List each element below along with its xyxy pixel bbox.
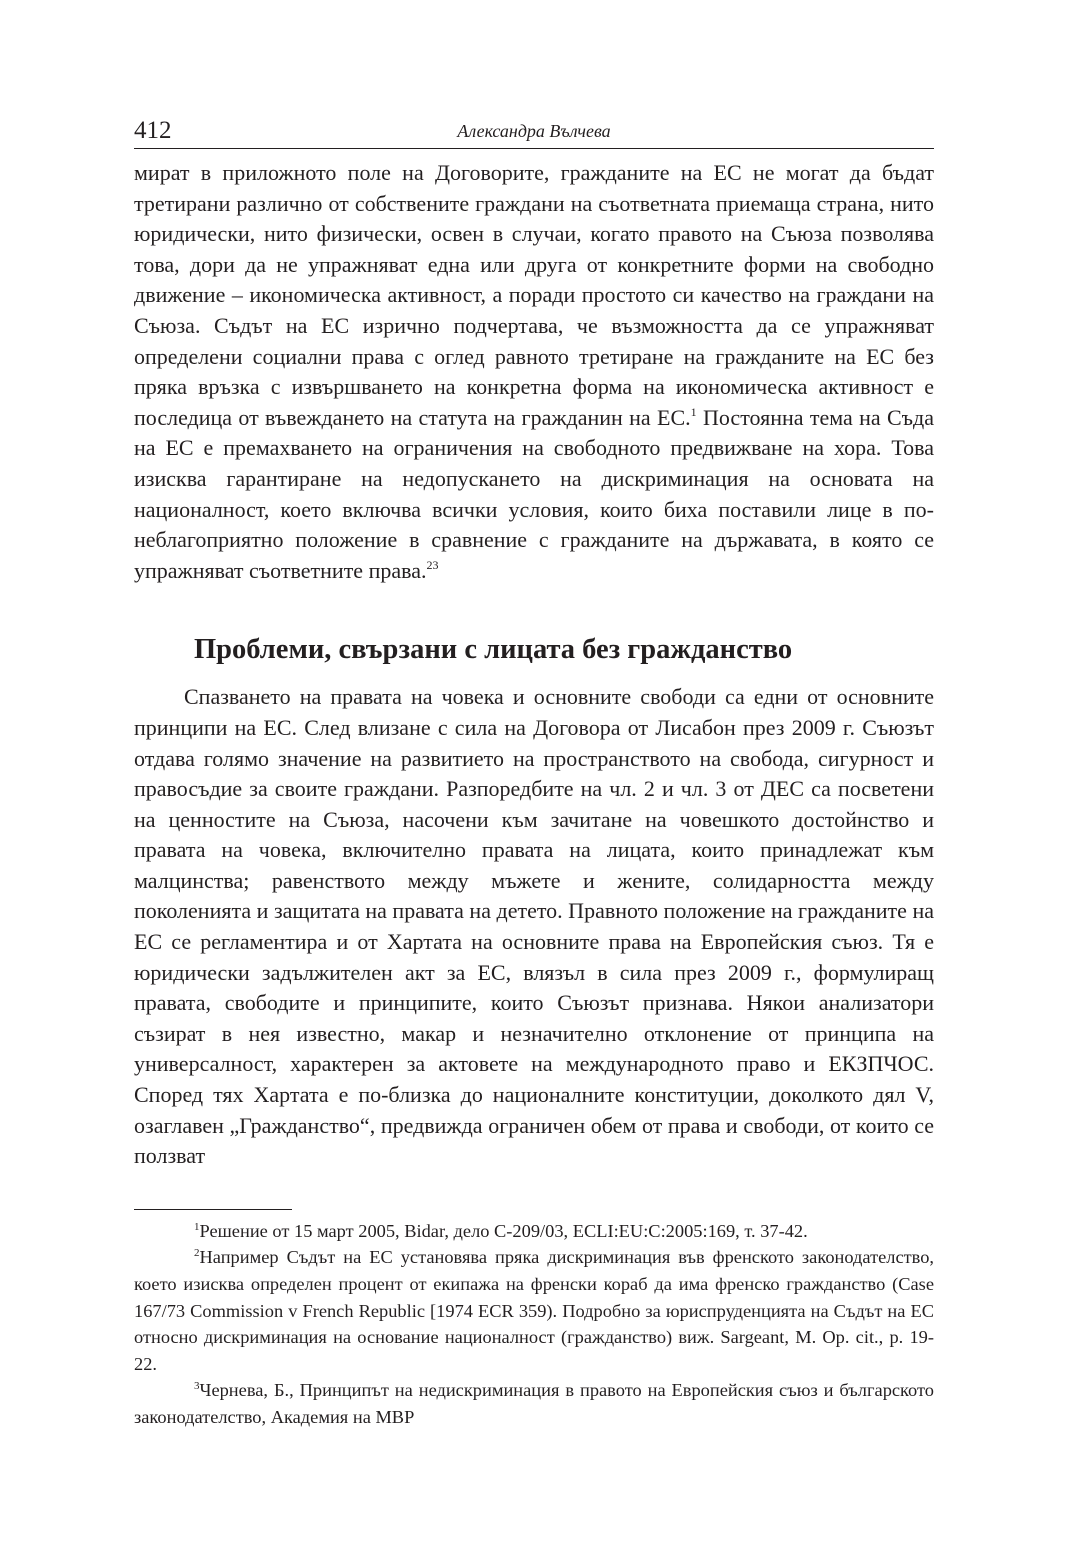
running-header	[134, 112, 934, 149]
footnote-text: Чернева, Б., Принципът на недискриминация в правото на Европейския съюз и българското законодателство, Академия на МВР	[134, 1380, 934, 1427]
footnote-text: Например Съдът на ЕС установява пряка дискриминация във френското законодателство, което изисква определен процент от екипажа на френски кораб да има френско гражданство (Case 167/73 Commission v French Republic [1974 ECR 359). Подробно за юриспруденцията на Съдът на ЕС относно дискриминация на основание националност (гражданство) виж. Sargeant, M. Op. cit., p. 19-22.	[134, 1247, 934, 1374]
footnote-ref[interactable]: 1	[690, 404, 697, 419]
footnote-number: 1	[194, 1220, 200, 1233]
author-name: Александра Вълчева	[457, 121, 611, 141]
footnote-divider	[134, 1209, 292, 1210]
footnote-3	[134, 1377, 934, 1430]
footnote-1	[134, 1218, 934, 1245]
footnote-2	[134, 1244, 934, 1377]
footnote-number: 3	[194, 1380, 200, 1393]
footnote-ref[interactable]: 23	[426, 557, 439, 572]
page-number: 412	[134, 117, 172, 144]
section-heading: Проблеми, свързани с лицата без гражданство	[194, 634, 793, 666]
footnote-number: 2	[194, 1247, 200, 1260]
body-paragraph: Спазването на правата на човека и основните свободи са едни от основните принципи на ЕС. След влизане с сила на Договора от Лисабон през 2009 г. Съюзът отдава голямо значение на развитието на пространството на свобода, сигурност и правосъдие за своите граждани. Разпоредбите на чл. 2 и чл. 3 от ДЕС са посветени на ценностите на Съюза, насочени към зачитане на човешкото достойнство и правата на човека, включително правата на лицата, които принадлежат към малцинства; равенството между мъжете и жените, солидарността между поколенията и защитата на правата на детето. Правното положение на гражданите на ЕС се регламентира и от Хартата на основните права на Европейския съюз. Тя е юридически задължителен акт за ЕС, влязъл в сила през 2009 г., формулиращ правата, свободите и принципите, които Съюзът признава. Някои анализатори съзират в нея известно, макар и незначително отклонение от принципа на универсалност, характерен за актовете на международното право и ЕКЗПЧОС. Според тях Хартата е по-близка до националните конституции, доколкото дял V, озаглавен „Гражданство“, предвижда ограничен обем от права и свободи, от които се ползват	[134, 684, 934, 1169]
paragraph-text: мират в приложното поле на Договорите, гражданите на ЕС не могат да бъдат третирани различно от собствените граждани на съответната приемаща страна, нито юридически, нито физически, освен в случаи, когато правото на Съюза позволява това, дори да не упражняват една или друга от конкретните форми на свободно движение – икономическа активност, а поради простото си качество на граждани на Съюза. Съдът на ЕС изрично подчертава, че възможността да се упражняват определени социални права с оглед равното третиране на гражданите на ЕС без пряка връзка с извършването на конкретна форма на икономическа активност е последица от въвеждането на статута на гражданин на ЕС.	[134, 160, 934, 430]
footnote-text: Решение от 15 март 2005, Bidar, дело C-209/03, ECLI:EU:C:2005:169, т. 37-42.	[199, 1220, 808, 1241]
book-page	[134, 112, 934, 1431]
paragraph-text: Постоянна тема на Съда на ЕС е премахването на ограничения на свободното предвижване на хора. Това изисква гарантиране на недопускането на дискриминация на основата на националност, което включва всички условия, които биха поставили лице в по-неблагоприятно положение в сравнение с гражданите на държавата, в която се упражняват съответните права.	[134, 404, 935, 583]
body-paragraph	[134, 158, 934, 586]
